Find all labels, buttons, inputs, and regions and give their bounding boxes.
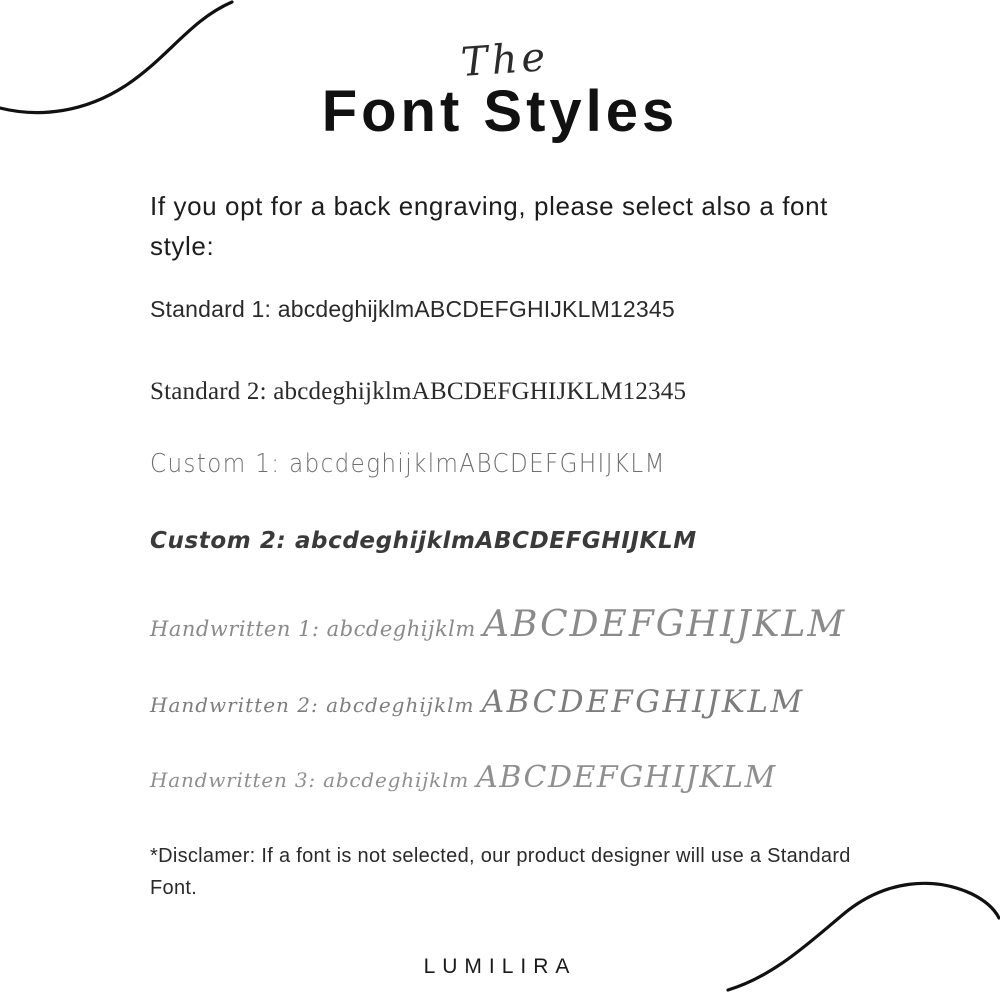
font-sample-label: Handwritten 2: (150, 693, 319, 717)
font-sample-specimen-lower: abcdeghijklm (326, 617, 476, 641)
page-header (0, 33, 1000, 144)
font-sample-specimen: abcdeghijklmABCDEFGHIJKLM12345 (273, 378, 687, 405)
font-sample-label: Standard 2: (150, 378, 267, 405)
font-sample-standard-1[interactable] (150, 296, 870, 378)
disclaimer-text: *Disclamer: If a font is not selected, our product designer will use a Standard Font. (150, 845, 851, 899)
font-sample-specimen-lower: abcdeghijklm (326, 693, 475, 717)
font-sample-specimen: abcdeghijklmABCDEFGHIJKLM (289, 449, 666, 479)
font-sample-handwritten-2[interactable] (150, 684, 870, 760)
font-sample-specimen: abcdeghijklmABCDEFGHIJKLM12345 (277, 296, 675, 322)
font-sample-specimen-upper: ABCDEFGHIJKLM (481, 684, 805, 720)
font-sample-handwritten-1[interactable] (150, 604, 870, 684)
font-sample-list (150, 296, 870, 830)
font-sample-specimen-upper: ABCDEFGHIJKLM (476, 760, 777, 795)
font-sample-specimen-upper: ABCDEFGHIJKLM (483, 604, 847, 645)
font-sample-specimen-lower: abcdeghijklm (323, 768, 470, 792)
font-sample-handwritten-3[interactable] (150, 760, 870, 830)
intro-text: If you opt for a back engraving, please select also a font style: (150, 191, 828, 262)
font-sample-label: Custom 2: (150, 528, 287, 554)
font-sample-standard-2[interactable] (150, 378, 870, 454)
font-sample-label: Custom 1: (150, 449, 281, 479)
page-title: Font Styles (321, 79, 679, 144)
font-sample-label: Handwritten 3: (150, 768, 316, 792)
font-sample-custom-1[interactable] (150, 450, 870, 533)
font-sample-label: Handwritten 1: (150, 617, 320, 641)
brand-wordmark: LUMILIRA (423, 955, 577, 978)
font-sample-custom-2[interactable] (150, 528, 870, 604)
header-script-word: The (459, 33, 551, 87)
font-sample-label: Standard 1: (150, 296, 272, 322)
font-sample-specimen: abcdeghijklmABCDEFGHIJKLM (294, 528, 697, 554)
